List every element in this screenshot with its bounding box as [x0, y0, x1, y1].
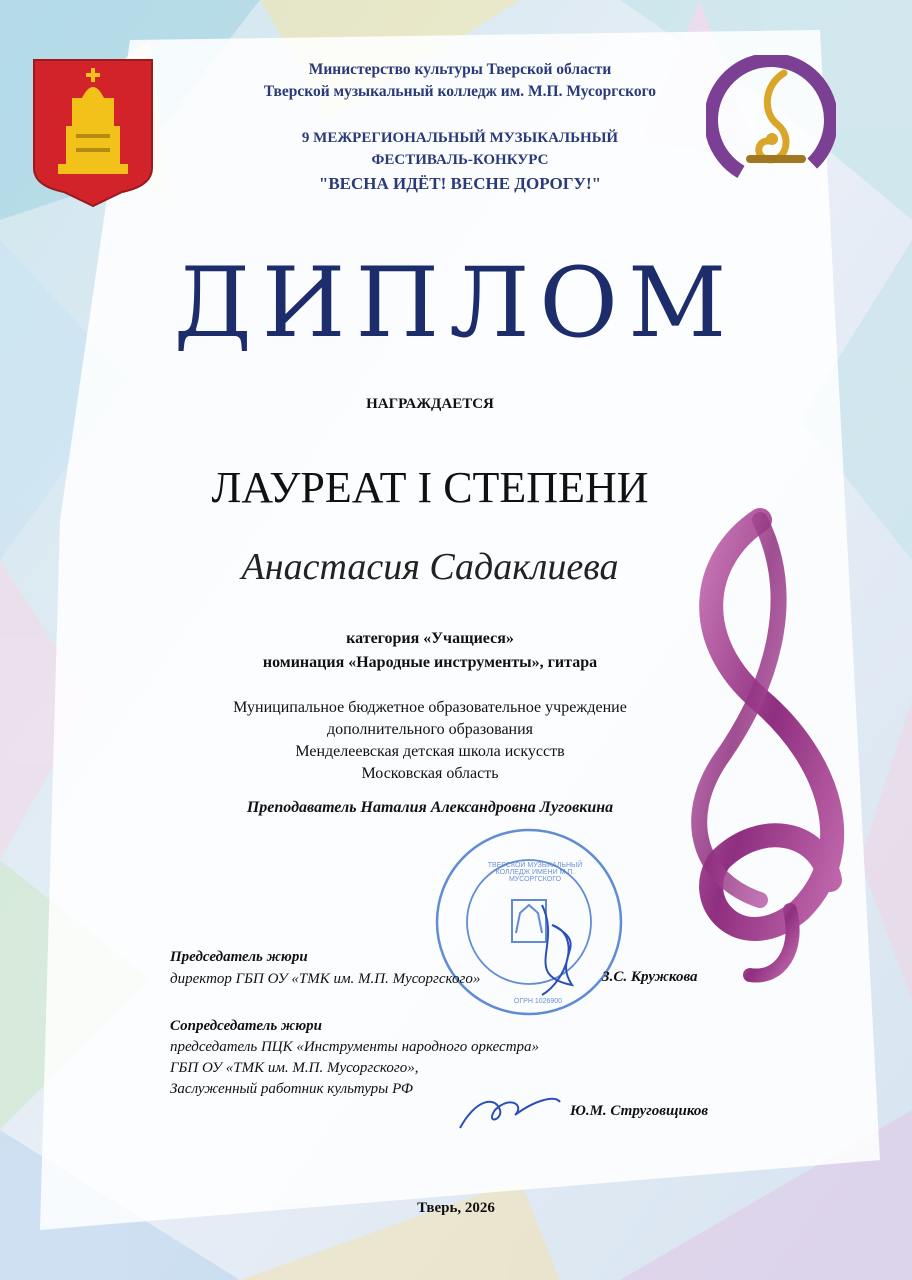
- cochair-signature: [455, 1090, 565, 1135]
- festival-line-1: 9 МЕЖРЕГИОНАЛЬНЫЙ МУЗЫКАЛЬНЫЙ: [301, 130, 619, 146]
- stamp-ring-text: ТВЕРСКОЙ МУЗЫКАЛЬНЫЙ КОЛЛЕДЖ ИМЕНИ М.П. МУСОРГСКОГО: [487, 862, 583, 883]
- ministry-line: Министерство культуры Тверской области: [308, 61, 612, 78]
- award-degree: ЛАУРЕАТ I СТЕПЕНИ: [211, 463, 649, 512]
- jury-cochair-name: Ю.М. Струговщиков: [570, 1103, 709, 1119]
- official-stamp: [432, 825, 627, 1020]
- jury-cochair-line-1: председатель ПЦК «Инструменты народного оркестра»: [170, 1039, 540, 1055]
- institution-line-3: Менделеевская детская школа искусств: [295, 743, 565, 760]
- jury-cochair-line-2: ГБП ОУ «ТМК им. М.П. Мусоргского»,: [170, 1060, 419, 1076]
- jury-cochair-title: Сопредседатель жюри: [170, 1018, 322, 1034]
- stamp-icon: [432, 825, 627, 1020]
- recipient-name: Анастасия Садаклиева: [241, 546, 619, 588]
- jury-chair-title: Председатель жюри: [170, 949, 308, 965]
- nomination: номинация «Народные инструменты», гитара: [262, 654, 598, 671]
- jury-chair-position: директор ГБП ОУ «ТМК им. М.П. Мусоргского»: [170, 971, 481, 987]
- festival-line-2: ФЕСТИВАЛЬ-КОНКУРС: [371, 152, 549, 168]
- jury-chair-name: З.С. Кружкова: [602, 969, 698, 985]
- category: категория «Учащиеся»: [346, 630, 514, 647]
- awarded-label: НАГРАЖДАЕТСЯ: [366, 396, 494, 412]
- teacher: Преподаватель Наталия Александровна Луговкина: [246, 799, 614, 816]
- stamp-ogrn: ОГРН 1026900: [513, 998, 563, 1005]
- coat-of-arms: [32, 58, 154, 208]
- college-line: Тверской музыкальный колледж им. М.П. Мусоргского: [263, 83, 657, 100]
- festival-motto: "ВЕСНА ИДЁТ! ВЕСНЕ ДОРОГУ!": [318, 174, 602, 193]
- institution-line-2: дополнительного образования: [326, 721, 534, 738]
- institution-line-4: Московская область: [361, 765, 499, 782]
- tver-coat-of-arms-icon: [32, 58, 154, 208]
- institution-line-1: Муниципальное бюджетное образовательное учреждение: [233, 699, 627, 716]
- jury-cochair-line-3: Заслуженный работник культуры РФ: [170, 1081, 413, 1097]
- document-title: ДИПЛОМ: [173, 247, 737, 359]
- city-year: Тверь, 2026: [417, 1200, 495, 1216]
